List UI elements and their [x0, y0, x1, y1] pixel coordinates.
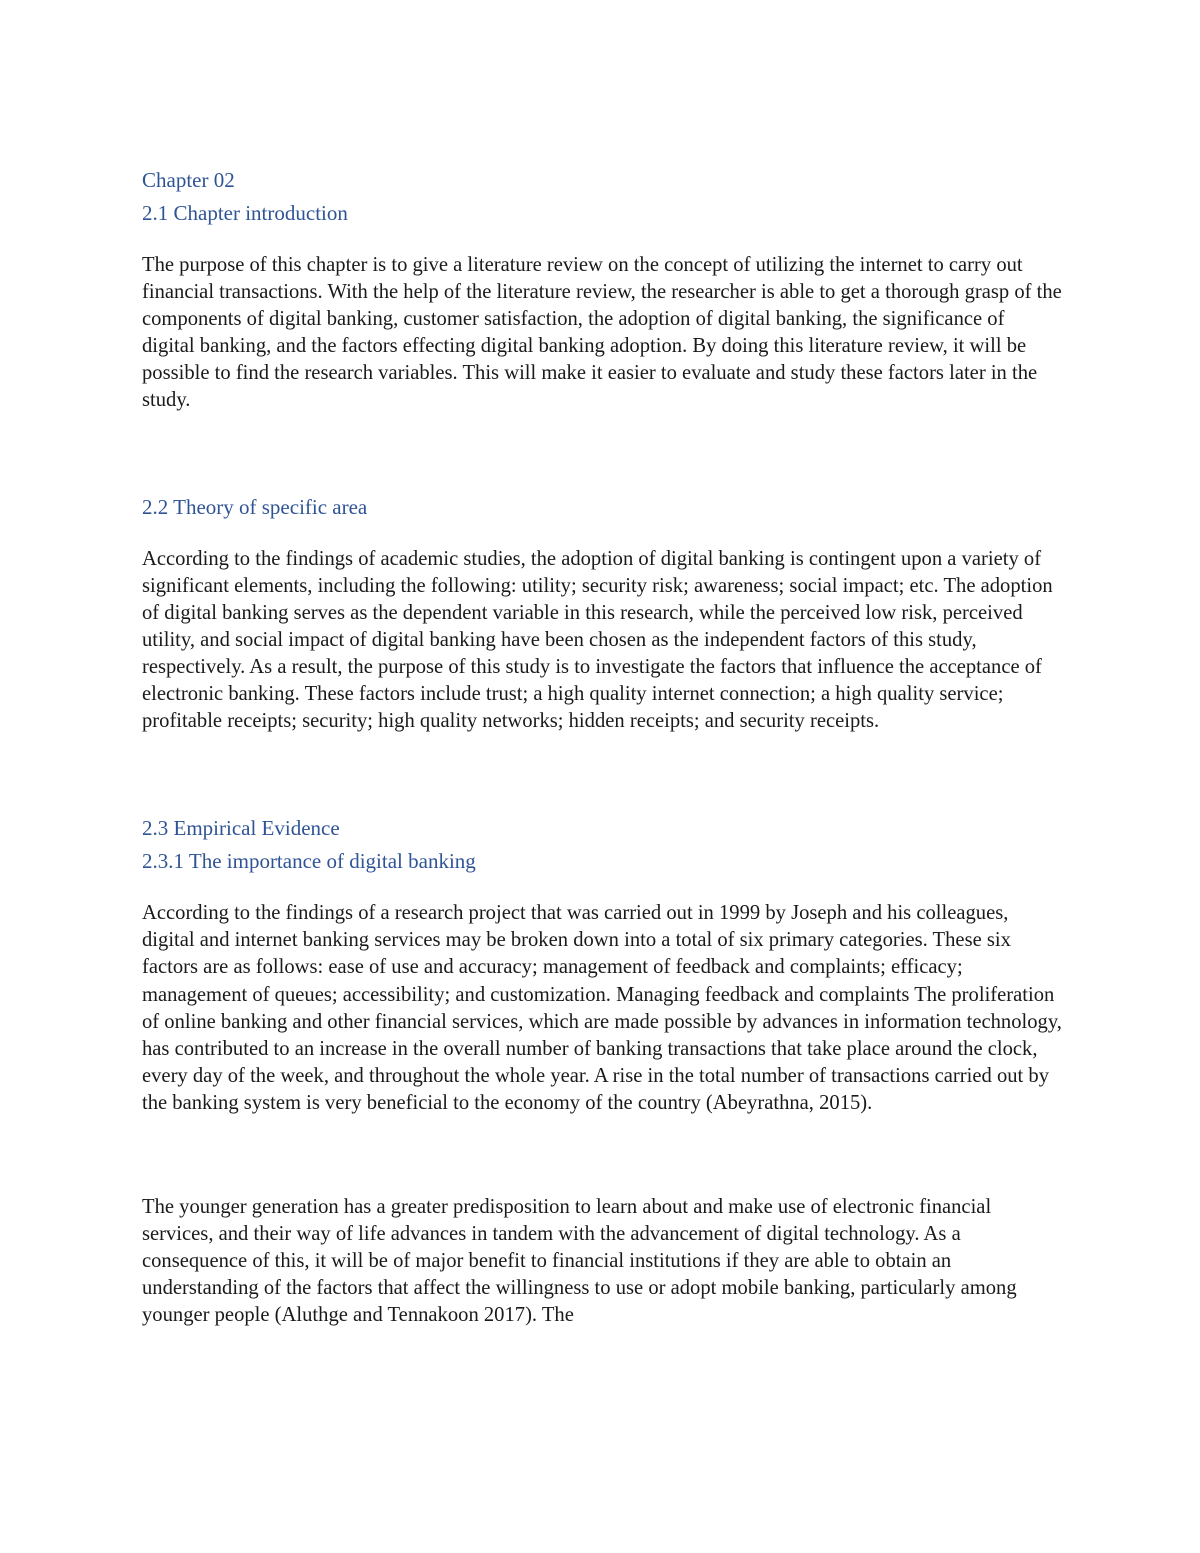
- section-heading-2-2: 2.2 Theory of specific area: [142, 494, 368, 519]
- paragraph-younger-generation: The younger generation has a greater predisposition to learn about and make use of electronic financial services, and their way of life advances in tandem with the advancement of digital technology. As a consequence of this, it will be of major benefit to financial institutions if they are able to obtain an understanding of the factors that affect the willingness to use or adopt mobile banking, particularly among younger people (Aluthge and Tennakoon 2017). The: [142, 1195, 1017, 1327]
- document-body: [142, 164, 1062, 1329]
- paragraph-theory-specific-area: According to the findings of academic studies, the adoption of digital banking is contingent upon a variety of significant elements, including the following: utility; security risk; awareness; social impact; etc. The adoption of digital banking serves as the dependent variable in this research, while the perceived low risk, perceived utility, and social impact of digital banking have been chosen as the independent factors of this study, respectively. As a result, the purpose of this study is to investigate the factors that influence the acceptance of electronic banking. These factors include trust; a high quality internet connection; a high quality service; profitable receipts; security; high quality networks; hidden receipts; and security receipts.: [142, 547, 1053, 733]
- paragraph-chapter-introduction: The purpose of this chapter is to give a literature review on the concept of utilizing the internet to carry out financial transactions. With the help of the literature review, the researcher is able to get a thorough grasp of the components of digital banking, customer satisfaction, the adoption of digital banking, the significance of digital banking, and the factors effecting digital banking adoption. By doing this literature review, it will be possible to find the research variables. This will make it easier to evaluate and study these factors later in the study.: [142, 254, 1062, 412]
- section-heading-2-1: 2.1 Chapter introduction: [142, 201, 348, 225]
- section-heading-2-3: 2.3 Empirical Evidence: [142, 816, 340, 841]
- chapter-title: Chapter 02: [142, 168, 235, 192]
- paragraph-importance-digital-banking: According to the findings of a research project that was carried out in 1999 by Joseph and his colleagues, digital and internet banking services may be broken down into a total of six primary categories. These six factors are as follows: ease of use and accuracy; management of feedback and complaints; efficacy; management of queues; accessibility; and customization. Managing feedback and complaints The proliferation of online banking and other financial services, which are made possible by advances in information technology, has contributed to an increase in the overall number of banking transactions that take place around the clock, every day of the week, and throughout the whole year. A rise in the total number of transactions carried out by the banking system is very beneficial to the economy of the country (Abeyrathna, 2015).: [142, 902, 1062, 1114]
- subsection-heading-2-3-1: 2.3.1 The importance of digital banking: [142, 849, 476, 874]
